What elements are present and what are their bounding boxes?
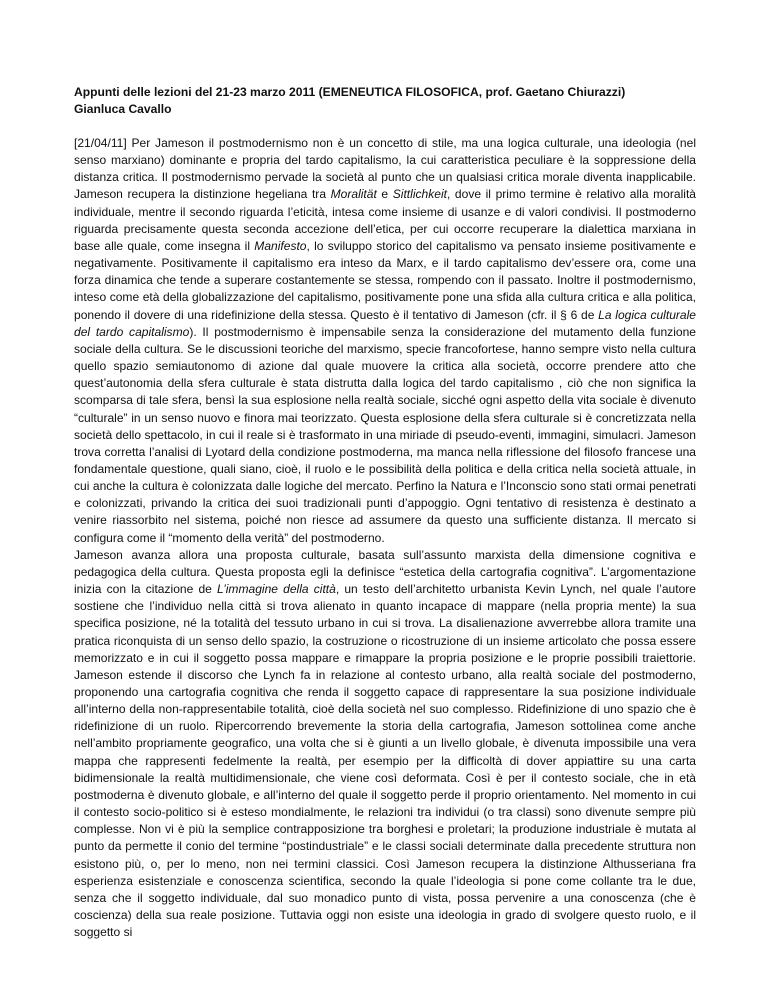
body-text: Jameson avanza allora una proposta culturale, basata sull’assunto marxista della dimensione cognitiva e pedagogica della cultura. Questa proposta egli la definisce “estetica della cartografia cognitiva”. L’argomentazione inizia con la citazione de (74, 547, 696, 597)
body-text: e (376, 187, 393, 202)
body-text: , lo sviluppo storico del capitalismo va pensato insieme positivamente e negativamente. Positivamente il capitalismo era inteso da Marx, e il tardo capitalismo dev’essere ora, come una forza dinamica che tende a superare costantemente se stessa, rompendo con il passato. Inoltre il postmodernismo, inteso come età della globalizzazione del capitalismo, positivamente pone una sfida alla cultura critica e alla politica, ponendo il dovere di una ridefinizione della stessa. Questo è il tentativo di Jameson (cfr. il § 6 de (74, 238, 696, 322)
italic-title-text: Moralität (330, 187, 377, 202)
body-text: [21/04/11] Per Jameson il postmodernismo non è un concetto di stile, ma una logica culturale, una ideologia (nel senso marxiano) dominante e propria del tardo capitalismo, la cui caratteristica peculiare è la soppressione della distanza critica. Il postmodernismo pervade la società al punto che un qualsiasi critica morale diventa inapplicabile. Jameson recupera la distinzione hegeliana tra (74, 136, 696, 202)
document-title: Appunti delle lezioni del 21-23 marzo 2011 (EMENEUTICA FILOSOFICA, prof. Gaetano Chiurazzi) (74, 85, 626, 99)
italic-title-text: Manifesto (254, 238, 307, 253)
italic-title-text: Sittlichkeit (392, 187, 447, 202)
body-text: ). Il postmodernismo è impensabile senza la considerazione del mutamento della funzione sociale della cultura. Se le discussioni teoriche del marxismo, specie francofortese, hanno sempre visto nella cultura quello spazio semiautonomo di azione dal quale muovere la critica alla società, occorre prendere atto che quest’autonomia della sfera culturale è stata distrutta dalla logica del tardo capitalismo , ciò che non significa la scomparsa di tale sfera, bensì la sua esplosione nella realtà sociale, sicché ogni aspetto della vita sociale è divenuto “culturale” in un senso nuovo e finora mai teorizzato. Questa esplosione della sfera culturale si è concretizzata nella società dello spettacolo, in cui il reale si è trasformato in una miriade di pseudo-eventi, immagini, simulacri. Jameson trova corretta l’analisi di Lyotard della condizione postmoderna, ma manca nella riflessione del filosofo francese una fondamentale questione, quali siano, cioè, il ruolo e le possibilità della politica e della critica nella società attuale, in cui anche la cultura è colonizzata dalle logiche del mercato. Perfino la Natura e l’Inconscio sono stati ormai penetrati e colonizzati, privando la critica dei suoi tradizionali punti d’appoggio. Ogni tentativo di resistenza è destinato a venire riassorbito nel sistema, poiché non riesce ad assumere da questo una sufficiente distanza. Il mercato si configura come il “momento della verità” del postmoderno. (74, 324, 696, 545)
body-text: , dove il primo termine è relativo alla moralità individuale, mentre il secondo riguarda l’eticità, intesa come insieme di usanze e di valori condivisi. Il postmoderno riguarda precisamente questa seconda accezione dell’etica, per cui occorre recuperare la dialettica marxiana in base alle quale, come insegna il (74, 187, 696, 253)
paragraph-1 (74, 135, 696, 547)
body-text: , un testo dell’architetto urbanista Kevin Lynch, nel quale l’autore sostiene che l’individuo nella città si trova alienato in quanto incapace di mappare (nella propria mente) la sua specifica posizione, né la totalità del tessuto urbano in cui si trova. La disalienazione avverrebbe allora tramite una pratica riconquista di un senso dello spazio, la costruzione o ricostruzione di un insieme articolato che possa essere memorizzato e in cui il soggetto possa mappare e rimappare la propria posizione e le proprie possibili traiettorie. Jameson estende il discorso che Lynch fa in relazione al contesto urbano, alla realtà sociale del postmoderno, proponendo una cartografia cognitiva che renda il soggetto capace di rappresentare la sua posizione individuale all’interno della non-rappresentabile totalità, cioè della società nel suo complesso. Ridefinizione di uno spazio che è ridefinizione di un ruolo. Ripercorrendo brevemente la storia della cartografia, Jameson sottolinea come anche nell’ambito propriamente geografico, una volta che si è giunti a un livello globale, è divenuta impossibile una vera mappa che rappresenti fedelmente la realtà, per esempio per la difficoltà di dover appiattire su una carta bidimensionale la realtà multidimensionale, che viene così deformata. Così è per il contesto sociale, che in età postmoderna è divenuto globale, e all’interno del quale il soggetto perde il proprio orientamento. Nel momento in cui il contesto socio-politico si è esteso mondialmente, le relazioni tra individui (o tra classi) sono divenute sempre più complesse. Non vi è più la semplice contrapposizione tra borghesi e proletari; la produzione industriale è mutata al punto da permette il conio del termine “postindustriale” e le classi sociali determinate dalla precedente struttura non esistono più, o, per lo meno, non nei termini classici. Così Jameson recupera la distinzione Althusseriana fra esperienza esistenziale e conoscenza scientifica, secondo la quale l’ideologia si pone come collante tra le due, senza che il soggetto individuale, dal suo monadico punto di vista, possa pervenire a una conoscenza (che è coscienza) della sua reale posizione. Tuttavia oggi non esiste una ideologia in grado di svolgere questo ruolo, e il soggetto si (74, 582, 696, 940)
italic-title-text: La logica culturale del tardo capitalismo (74, 307, 696, 339)
paragraph-2 (74, 547, 696, 942)
document-page (74, 84, 696, 941)
italic-title-text: L’immagine della città (217, 582, 336, 597)
document-author: Gianluca Cavallo (74, 102, 172, 116)
